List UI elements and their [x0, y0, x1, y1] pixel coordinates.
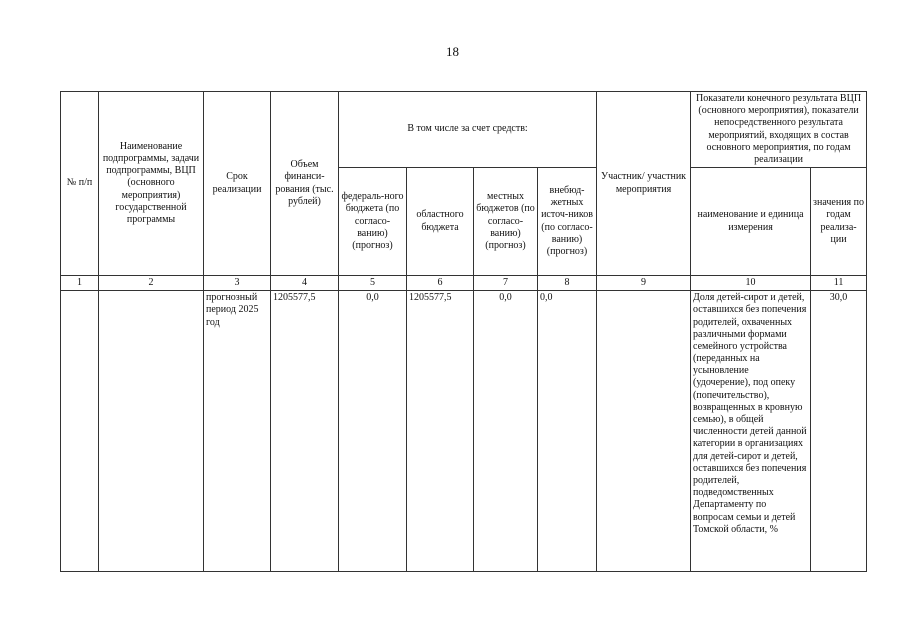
cell-funding-volume: 1205577,5 — [271, 291, 339, 572]
column-number: 5 — [339, 276, 407, 291]
column-number: 9 — [597, 276, 691, 291]
cell-federal-budget: 0,0 — [339, 291, 407, 572]
cell-program-name — [99, 291, 204, 572]
column-number: 6 — [407, 276, 474, 291]
cell-regional-budget: 1205577,5 — [407, 291, 474, 572]
page-number: 18 — [446, 44, 459, 59]
column-number: 8 — [538, 276, 597, 291]
column-number: 3 — [204, 276, 271, 291]
cell-participant — [597, 291, 691, 572]
header-funding-sources: В том числе за счет средств: — [339, 92, 597, 168]
cell-term: прогнозный период 2025 год — [204, 291, 271, 572]
column-number: 10 — [691, 276, 811, 291]
header-term: Срок реализации — [204, 92, 271, 276]
header-extrabudgetary: внебюд-жетных источ-ников (по согласо-ванию) (прогноз) — [538, 168, 597, 276]
column-number-row — [61, 276, 867, 291]
header-participant: Участник/ участник мероприятия — [597, 92, 691, 276]
header-number: № п/п — [61, 92, 99, 276]
header-federal-budget: федераль-ного бюджета (по согласо-ванию) (прогноз) — [339, 168, 407, 276]
column-number: 2 — [99, 276, 204, 291]
column-number: 7 — [474, 276, 538, 291]
column-number: 1 — [61, 276, 99, 291]
cell-number — [61, 291, 99, 572]
header-local-budgets: местных бюджетов (по согласо-ванию) (прогноз) — [474, 168, 538, 276]
program-table — [60, 91, 867, 572]
cell-local-budgets: 0,0 — [474, 291, 538, 572]
header-funding-volume: Объем финанси-рования (тыс. рублей) — [271, 92, 339, 276]
column-number: 11 — [811, 276, 867, 291]
cell-extrabudgetary: 0,0 — [538, 291, 597, 572]
cell-indicator-value: 30,0 — [811, 291, 867, 572]
header-program-name: Наименование подпрограммы, задачи подпрограммы, ВЦП (основного мероприятия) государственной программы — [99, 92, 204, 276]
header-indicators: Показатели конечного результата ВЦП (основного мероприятия), показатели непосредственного результата мероприятий, входящих в состав основного мероприятия, по годам реализации — [691, 92, 867, 168]
header-indicator-values: значения по годам реализа-ции — [811, 168, 867, 276]
header-regional-budget: областного бюджета — [407, 168, 474, 276]
header-indicator-name: наименование и единица измерения — [691, 168, 811, 276]
table-row — [61, 291, 867, 572]
cell-indicator-name: Доля детей-сирот и детей, оставшихся без попечения родителей, охваченных различными формами семейного устройства (переданных на усыновление (удочерение), под опеку (попечительство), возвращенных в кровную семью), в общей численности детей данной категории в организациях для детей-сирот и детей, оставшихся без попечения родителей, подведомственных Департаменту по вопросам семьи и детей Томской области, % — [691, 291, 811, 572]
column-number: 4 — [271, 276, 339, 291]
